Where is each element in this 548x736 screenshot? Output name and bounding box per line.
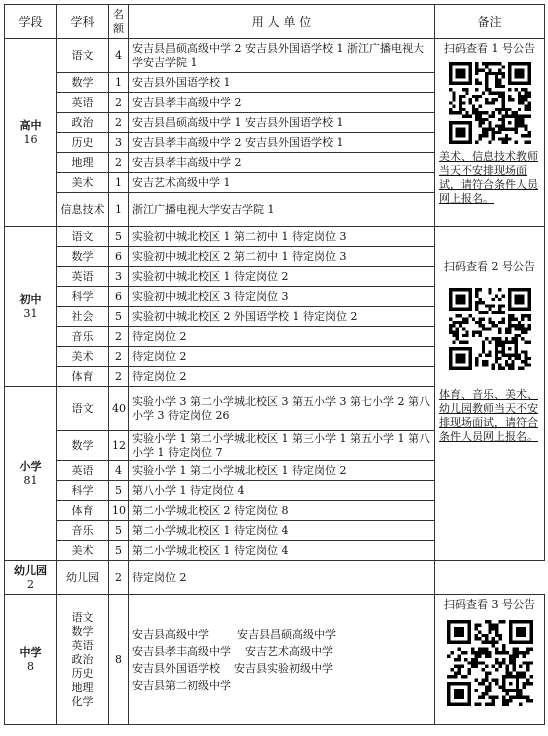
subject-item: 化学 (71, 694, 94, 708)
quota-cell: 2 (109, 113, 129, 133)
units-cell: 实验初中城北校区 3 待定岗位 3 (129, 287, 435, 307)
subject-cell: 地理 (57, 153, 109, 173)
units-cell: 浙江广播电视大学安吉学院 1 (129, 193, 435, 227)
stage-total: 16 (23, 132, 38, 146)
subject-cell: 体育 (57, 501, 109, 521)
qr-code-icon[interactable] (447, 620, 533, 706)
stage-total: 8 (27, 659, 34, 673)
stage-label: 初中 (19, 292, 42, 306)
header-remarks: 备注 (435, 5, 545, 39)
units-cell: 安吉县孝丰高级中学 2 安吉县外国语学校 1 (129, 133, 435, 153)
subject-cell: 信息技术 (57, 193, 109, 227)
subject-cell: 美术 (57, 541, 109, 561)
quota-cell: 12 (109, 431, 129, 461)
remark-title: 扫码查看 2 号公告 (444, 260, 535, 273)
table-row (5, 595, 545, 725)
units-cell: 安吉县孝丰高级中学 2 (129, 93, 435, 113)
header-row (5, 5, 545, 39)
units-cell: 待定岗位 2 (129, 347, 435, 367)
subject-cell: 语文 (57, 227, 109, 247)
quota-cell: 3 (109, 133, 129, 153)
remark-cell-3 (435, 595, 545, 725)
subject-cell: 幼儿园 (57, 561, 109, 595)
subject-cell: 语文 (57, 39, 109, 73)
quota-cell: 8 (109, 595, 129, 725)
quota-cell: 5 (109, 307, 129, 327)
quota-cell: 2 (109, 327, 129, 347)
subject-cell: 语文 (57, 387, 109, 431)
units-cell: 第二小学城北校区 2 待定岗位 8 (129, 501, 435, 521)
subject-cell: 英语 (57, 267, 109, 287)
quota-cell: 2 (109, 153, 129, 173)
quota-cell: 5 (109, 541, 129, 561)
quota-cell: 5 (109, 227, 129, 247)
units-cell: 实验初中城北校区 1 待定岗位 2 (129, 267, 435, 287)
units-cell: 第二小学城北校区 1 待定岗位 4 (129, 521, 435, 541)
remark-title: 扫码查看 3 号公告 (444, 598, 535, 611)
stage-label: 中学 (19, 645, 42, 659)
header-stage: 学段 (5, 5, 57, 39)
table-row (5, 39, 545, 73)
table-row (5, 561, 545, 595)
stage-cell-high (5, 39, 57, 227)
units-cell: 待定岗位 2 (129, 327, 435, 347)
quota-cell: 4 (109, 39, 129, 73)
units-cell: 实验初中城北校区 2 第二初中 1 待定岗位 3 (129, 247, 435, 267)
units-cell: 实验小学 3 第二小学城北校区 3 第五小学 3 第七小学 2 第八小学 3 待定岗位 26 (129, 387, 435, 431)
header-quota: 名额 (109, 5, 129, 39)
subject-item: 英语 (71, 638, 94, 652)
table-row (5, 227, 545, 247)
quota-cell: 1 (109, 173, 129, 193)
subject-cell: 科学 (57, 287, 109, 307)
subject-cell: 美术 (57, 347, 109, 367)
units-cell: 待定岗位 2 (129, 561, 435, 595)
units-cell: 安吉县孝丰高级中学 2 (129, 153, 435, 173)
stage-cell-middle (5, 227, 57, 387)
header-units: 用 人 单 位 (129, 5, 435, 39)
subject-cell: 数学 (57, 247, 109, 267)
units-cell: 实验小学 1 第二小学城北校区 1 待定岗位 2 (129, 461, 435, 481)
subject-cell: 美术 (57, 173, 109, 193)
quota-cell: 6 (109, 247, 129, 267)
remark-cell-1 (435, 39, 545, 227)
quota-cell: 3 (109, 267, 129, 287)
subject-cell: 音乐 (57, 521, 109, 541)
quota-cell: 4 (109, 461, 129, 481)
stage-label: 高中 (19, 118, 42, 132)
subject-item: 政治 (71, 652, 94, 666)
units-cell: 安吉县外国语学校 1 (129, 73, 435, 93)
recruitment-table-wrapper (4, 4, 545, 725)
units-cell (129, 595, 435, 725)
quota-cell: 1 (109, 73, 129, 93)
subject-cell: 历史 (57, 133, 109, 153)
quota-cell: 1 (109, 193, 129, 227)
qr-code-icon[interactable] (449, 288, 531, 370)
units-cell: 实验初中城北校区 2 外国语学校 1 待定岗位 2 (129, 307, 435, 327)
stage-total: 2 (27, 577, 34, 591)
units-cell: 安吉艺术高级中学 1 (129, 173, 435, 193)
subject-item: 地理 (71, 680, 94, 694)
remark-note: 体育、音乐、美术、幼儿园教师当天不安排现场面试，请符合条件人员网上报名。 (439, 388, 538, 443)
quota-cell: 6 (109, 287, 129, 307)
quota-cell: 2 (109, 367, 129, 387)
subject-cell: 英语 (57, 93, 109, 113)
remark-note: 美术、信息技术教师当天不安排现场面试，请符合条件人员网上报名。 (439, 150, 538, 205)
units-cell: 第二小学城北校区 1 待定岗位 4 (129, 541, 435, 561)
units-cell: 安吉县昌硕高级中学 1 安吉县外国语学校 1 (129, 113, 435, 133)
header-subject: 学科 (57, 5, 109, 39)
subject-cell: 政治 (57, 113, 109, 133)
quota-cell: 10 (109, 501, 129, 521)
stage-total: 81 (23, 473, 38, 487)
units-line: 安吉县高级中学 安吉县昌硕高级中学 (132, 627, 336, 641)
quota-cell: 2 (109, 93, 129, 113)
stage-cell-kindergarten (5, 561, 57, 595)
quota-cell: 2 (109, 347, 129, 367)
units-cell: 待定岗位 2 (129, 367, 435, 387)
stage-cell-secondary (5, 595, 57, 725)
remark-title: 扫码查看 1 号公告 (444, 42, 535, 55)
units-cell: 安吉县昌硕高级中学 2 安吉县外国语学校 1 浙江广播电视大学安吉学院 1 (129, 39, 435, 73)
subject-cell: 英语 (57, 461, 109, 481)
subject-list-cell (57, 595, 109, 725)
stage-label: 小学 (19, 459, 42, 473)
units-line: 安吉县第二初级中学 (132, 678, 231, 692)
quota-cell: 2 (109, 561, 129, 595)
subject-cell: 音乐 (57, 327, 109, 347)
units-line: 安吉县孝丰高级中学 安吉艺术高级中学 (132, 644, 333, 658)
subject-cell: 科学 (57, 481, 109, 501)
subject-item: 历史 (71, 666, 94, 680)
subject-item: 语文 (71, 610, 94, 624)
subject-cell: 社会 (57, 307, 109, 327)
subject-cell: 数学 (57, 431, 109, 461)
subject-cell: 体育 (57, 367, 109, 387)
subject-cell: 数学 (57, 73, 109, 93)
stage-label: 幼儿园 (14, 563, 47, 577)
subject-item: 数学 (71, 624, 94, 638)
recruitment-table (4, 4, 545, 725)
quota-cell: 5 (109, 481, 129, 501)
units-cell: 实验小学 1 第二小学城北校区 1 第三小学 1 第五小学 1 第八小学 1 待定岗位 7 (129, 431, 435, 461)
stage-total: 31 (23, 306, 38, 320)
units-cell: 第八小学 1 待定岗位 4 (129, 481, 435, 501)
quota-cell: 5 (109, 521, 129, 541)
stage-cell-primary (5, 387, 57, 561)
units-cell: 实验初中城北校区 1 第二初中 1 待定岗位 3 (129, 227, 435, 247)
qr-code-icon[interactable] (449, 62, 531, 144)
quota-cell: 40 (109, 387, 129, 431)
remark-cell-2 (435, 227, 545, 561)
units-line: 安吉县外国语学校 安吉县实验初级中学 (132, 661, 333, 675)
